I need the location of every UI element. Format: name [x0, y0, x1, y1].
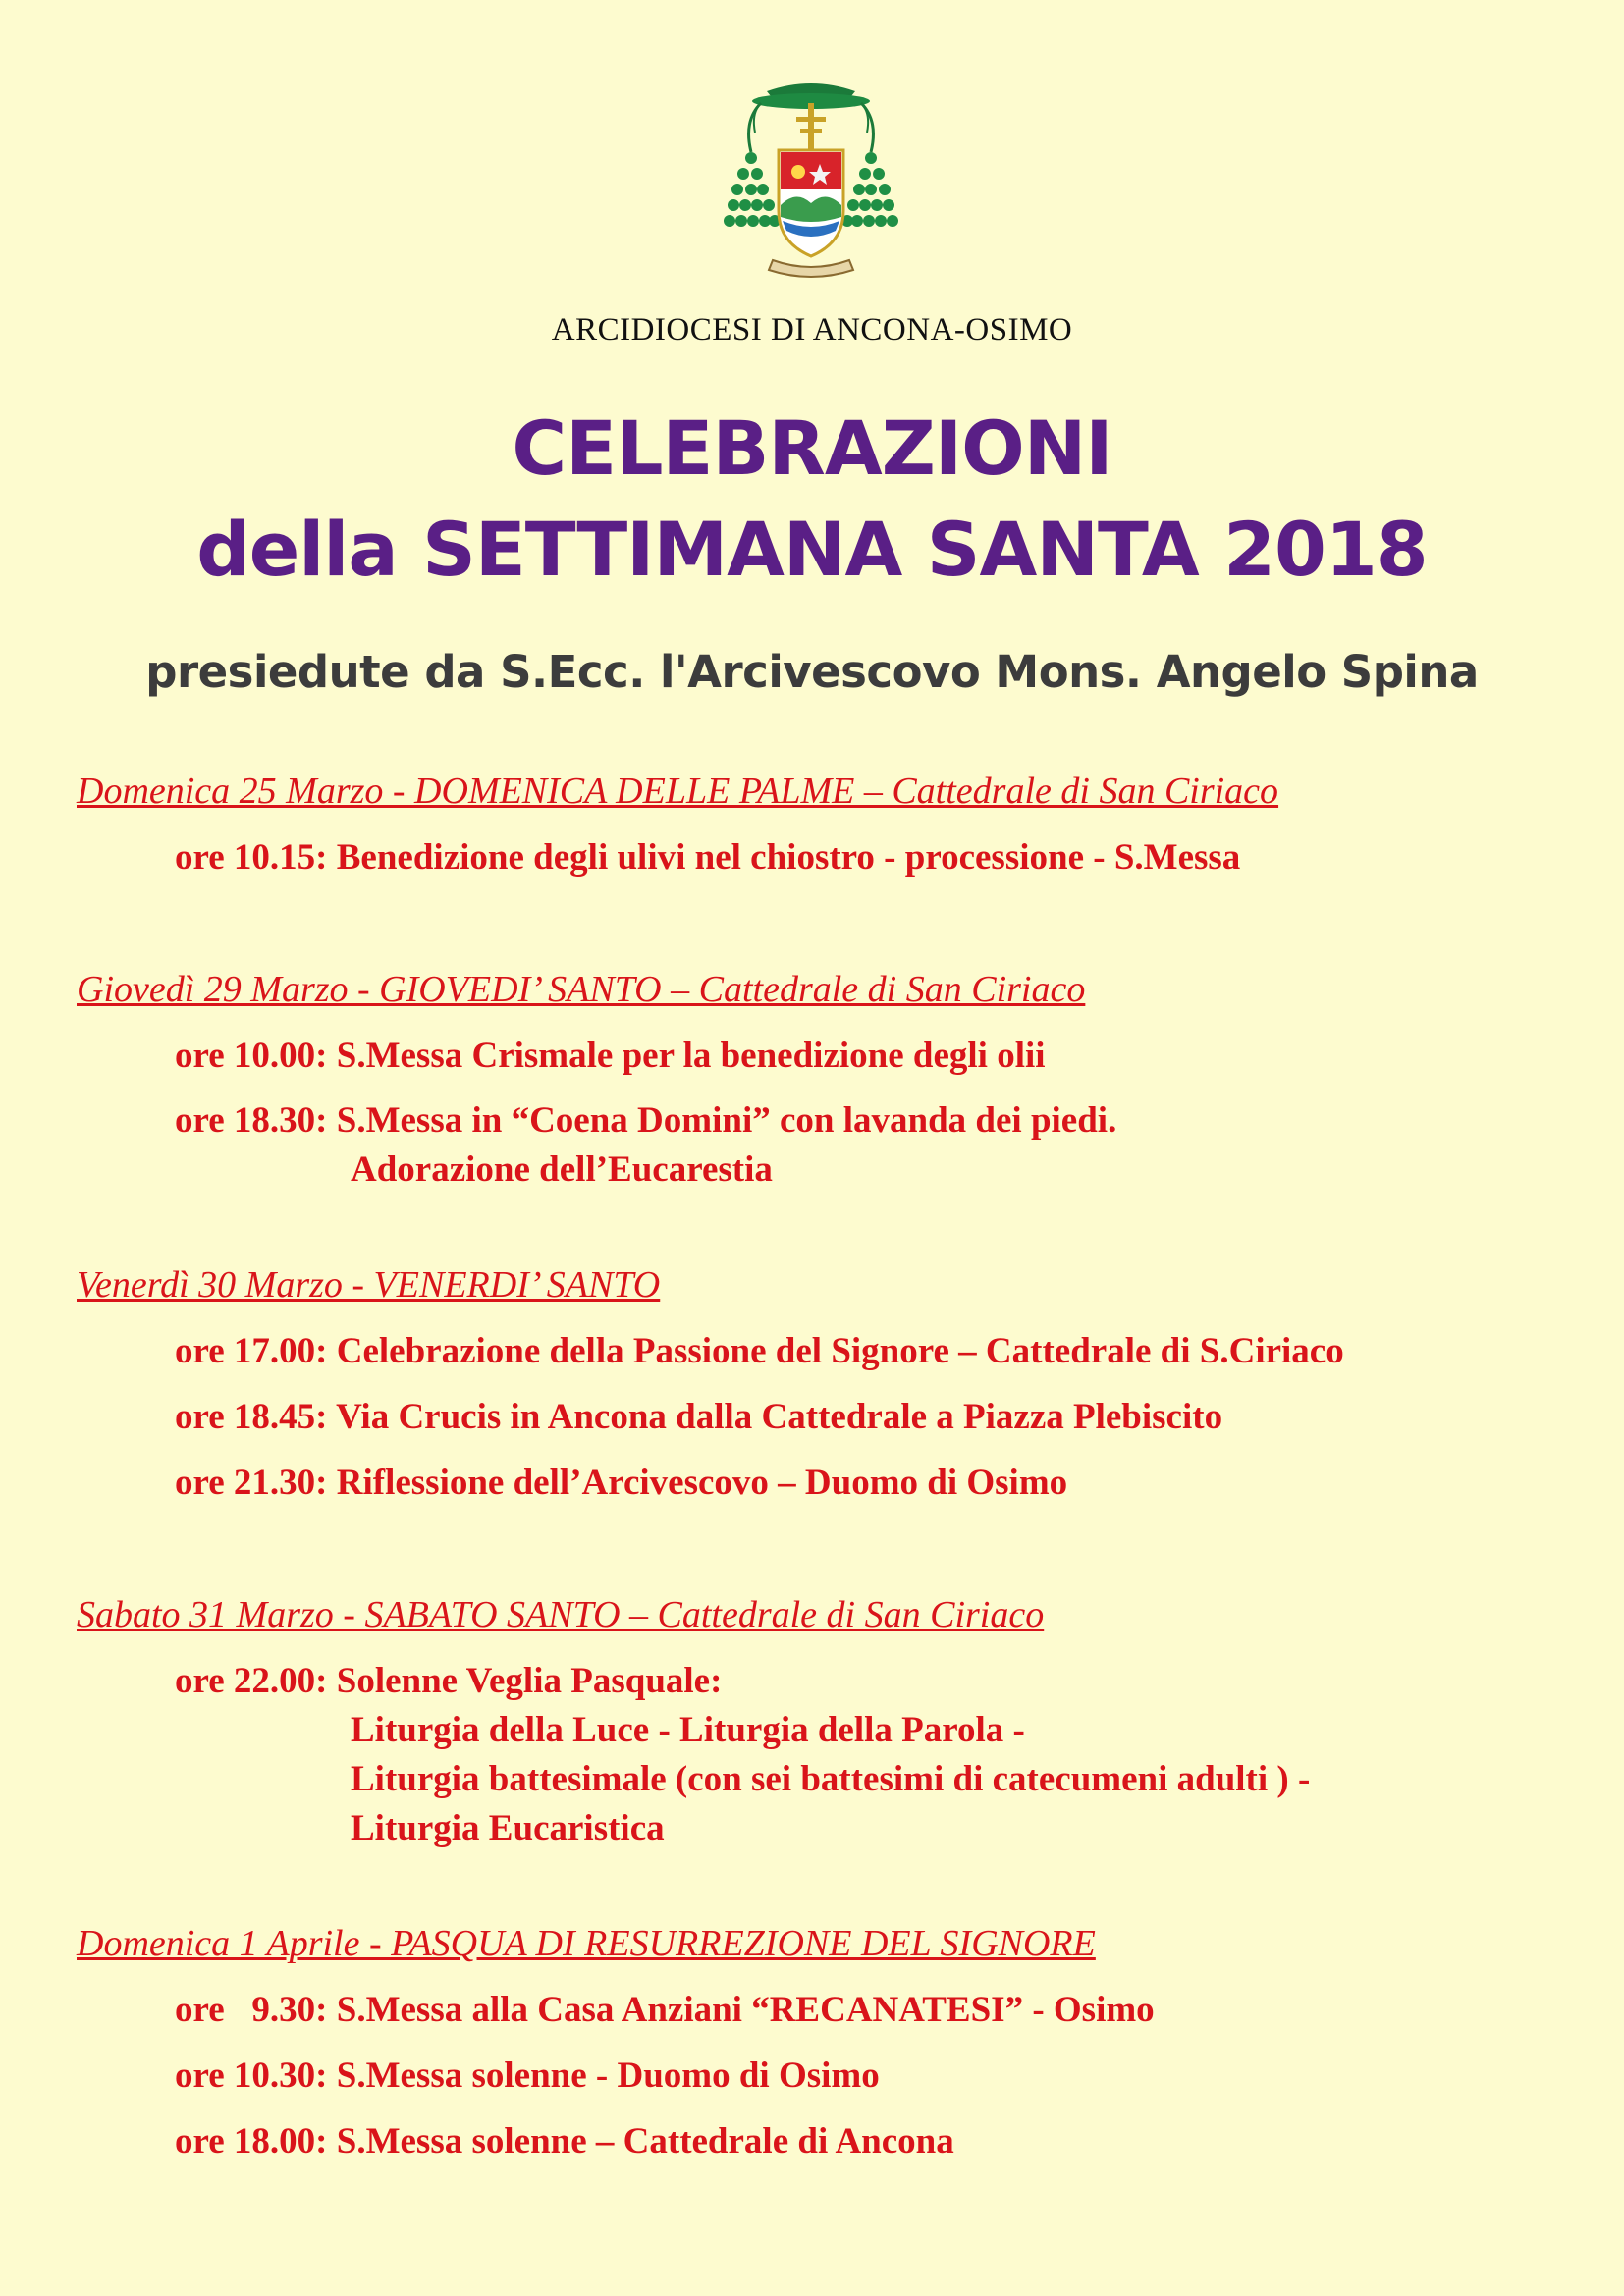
page-subtitle: presiedute da S.Ecc. l'Arcivescovo Mons. Angelo Spina [145, 646, 1479, 698]
event-continuation: Adorazione dell’Eucarestia [351, 1149, 773, 1190]
day-heading-palm-sunday: Domenica 25 Marzo - DOMENICA DELLE PALME – Cattedrale di San Ciriaco [77, 771, 1279, 812]
day-heading-holy-thursday: Giovedì 29 Marzo - GIOVEDI’ SANTO – Cattedrale di San Ciriaco [77, 969, 1086, 1010]
event-line: ore 18.30: S.Messa in “Coena Domini” con lavanda dei piedi. [175, 1100, 1117, 1141]
event-line: ore 22.00: Solenne Veglia Pasquale: [175, 1661, 723, 1701]
page-title-line-1: CELEBRAZIONI [512, 404, 1112, 492]
event-line: ore 18.45: Via Crucis in Ancona dalla Cattedrale a Piazza Plebiscito [175, 1397, 1223, 1437]
event-line: ore 10.15: Benedizione degli ulivi nel chiostro - processione - S.Messa [175, 837, 1241, 878]
event-continuation: Liturgia battesimale (con sei battesimi di catecumeni adulti ) - [351, 1759, 1311, 1799]
event-line: ore 18.00: S.Messa solenne – Cattedrale di Ancona [175, 2121, 954, 2162]
day-heading-easter-sunday: Domenica 1 Aprile - PASQUA DI RESURREZIONE DEL SIGNORE [77, 1923, 1096, 1964]
page-title-line-2: della SETTIMANA SANTA 2018 [196, 506, 1428, 593]
event-continuation: Liturgia Eucaristica [351, 1808, 665, 1848]
diocese-name: ARCIDIOCESI DI ANCONA-OSIMO [551, 312, 1073, 347]
event-continuation: Liturgia della Luce - Liturgia della Parola - [351, 1710, 1025, 1750]
event-line: ore 10.30: S.Messa solenne - Duomo di Osimo [175, 2056, 880, 2096]
event-line: ore 9.30: S.Messa alla Casa Anziani “RECANATESI” - Osimo [175, 1990, 1155, 2030]
day-heading-holy-saturday: Sabato 31 Marzo - SABATO SANTO – Cattedrale di San Ciriaco [77, 1594, 1045, 1635]
day-heading-good-friday: Venerdì 30 Marzo - VENERDI’ SANTO [77, 1264, 661, 1306]
coat-of-arms-icon [722, 74, 900, 288]
event-line: ore 17.00: Celebrazione della Passione del Signore – Cattedrale di S.Ciriaco [175, 1331, 1344, 1371]
event-line: ore 21.30: Riflessione dell’Arcivescovo – Duomo di Osimo [175, 1463, 1068, 1503]
event-line: ore 10.00: S.Messa Crismale per la benedizione degli olii [175, 1036, 1046, 1076]
